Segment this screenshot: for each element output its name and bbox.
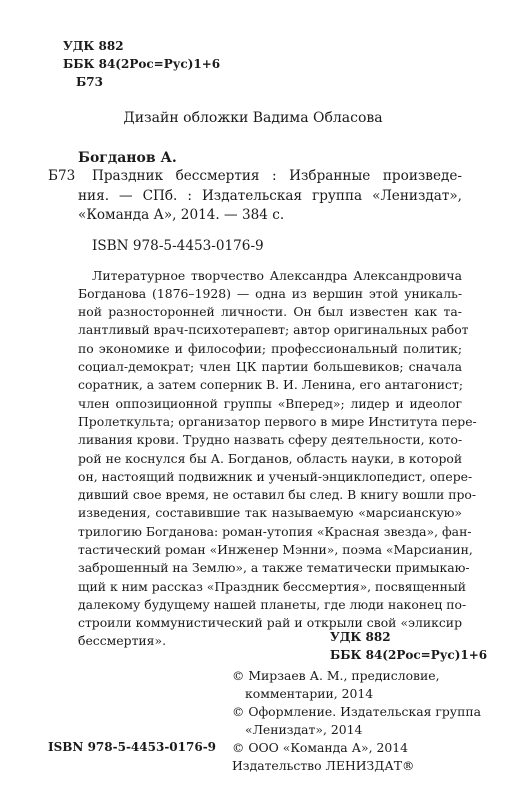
annotation-line: Богданова (1876–1928) — одна из вершин этой уникаль- [78, 286, 462, 301]
annotation-line: щий к ним рассказ «Праздник бессмертия», посвященный [78, 579, 466, 594]
copyright-line: © Оформление. Издательская группа [232, 704, 481, 719]
annotation-line: он, настоящий подвижник и ученый-энциклопедист, опере- [78, 469, 473, 484]
annotation-line: член оппозиционной группы «Вперед»; лидер и идеолог [78, 396, 462, 411]
annotation-line: соратник, а затем соперник В. И. Ленина, его антагонист; [78, 377, 463, 392]
cover-design-credit: Дизайн обложки Вадима Обласова [123, 110, 383, 126]
annotation-line: ливания крови. Трудно назвать сферу деятельности, кото- [78, 432, 463, 447]
annotation-line: изведения, составившие так называемую «марсианскую» [78, 505, 462, 520]
copyright-line: Издательство ЛЕНИЗДАТ® [232, 758, 415, 773]
annotation-line: лантливый врач-психотерапевт; автор оригинальных работ [78, 322, 469, 337]
copyright-line: комментарии, 2014 [245, 686, 374, 701]
catalog-isbn: ISBN 978-5-4453-0176-9 [92, 238, 264, 254]
isbn-bottom: ISBN 978-5-4453-0176-9 [48, 740, 217, 754]
catalog-mark: Б73 [48, 168, 76, 184]
udk-bottom: УДК 882 [330, 630, 391, 644]
annotation-line: ной разносторонней личности. Он был известен как та- [78, 304, 462, 319]
catalog-title-line: Праздник бессмертия : Избранные произведе- [92, 168, 462, 184]
annotation-line: Литературное творчество Александра Александровича [92, 268, 462, 283]
udk-top: УДК 882 [63, 39, 124, 53]
annotation-line: по экономике и философии; профессиональный политик; [78, 341, 462, 356]
catalog-title-line: «Команда А», 2014. — 384 с. [78, 207, 285, 223]
annotation-line: трилогию Богданова: роман-утопия «Красная звезда», фан- [78, 524, 472, 539]
bbk-top: ББК 84(2Рос=Рус)1+6 [63, 57, 221, 71]
annotation-line: социал-демократ; член ЦК партии большевиков; сначала [78, 359, 462, 374]
author-mark-top: Б73 [76, 75, 103, 89]
bbk-bottom: ББК 84(2Рос=Рус)1+6 [330, 648, 488, 662]
annotation-line: далекому будущему нашей планеты, где люди наконец по- [78, 597, 467, 612]
annotation-line: тастический роман «Инженер Мэнни», поэма «Марсианин, [78, 542, 473, 557]
annotation-line: заброшенный на Землю», а также тематически примыкаю- [78, 560, 470, 575]
catalog-title-line: ния. — СПб. : Издательская группа «Лениздат», [78, 188, 462, 204]
annotation-line: бессмертия». [78, 633, 167, 648]
annotation-line: рой не коснулся бы А. Богданов, область науки, в которой [78, 451, 463, 466]
copyright-line: © Мирзаев А. М., предисловие, [232, 668, 440, 683]
catalog-author: Богданов А. [78, 150, 177, 166]
annotation-line: дивший свое время, не оставил бы след. В книгу вошли про- [78, 487, 477, 502]
copyright-line: © ООО «Команда А», 2014 [232, 740, 408, 755]
copyright-line: «Лениздат», 2014 [245, 722, 363, 737]
annotation-line: строили коммунистический рай и открыли свой «эликсир [78, 615, 462, 630]
annotation-line: Пролеткульта; организатор первого в мире Института пере- [78, 414, 477, 429]
